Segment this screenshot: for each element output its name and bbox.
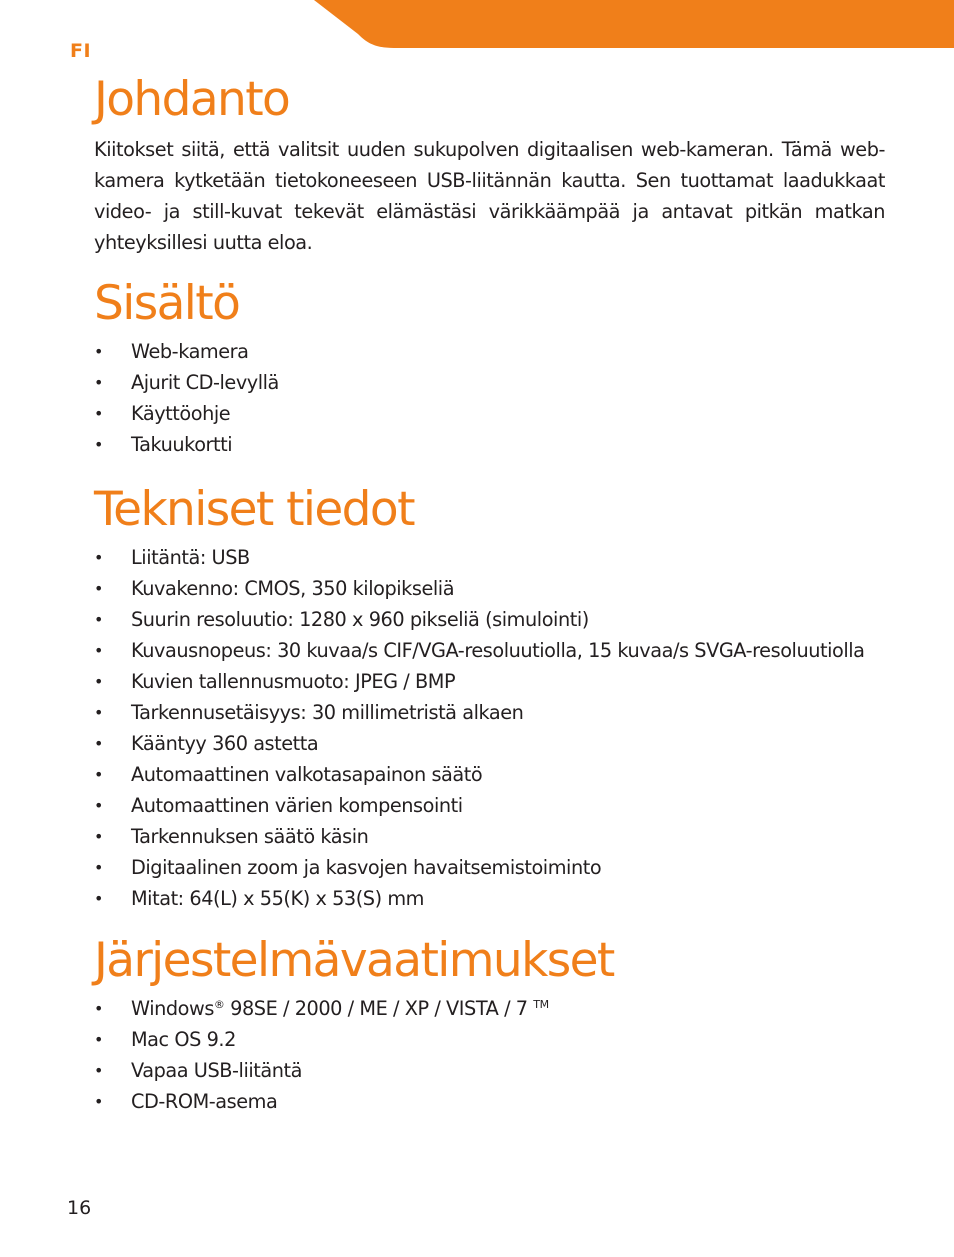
list-item-text: Mitat: 64(L) x 55(K) x 53(S) mm <box>131 887 424 910</box>
bullet-icon: • <box>94 342 103 361</box>
list-item <box>94 883 885 914</box>
list-item-text: Liitäntä: USB <box>131 546 250 569</box>
language-tag: FI <box>70 40 92 62</box>
list-item-text: CD-ROM-asema <box>131 1090 278 1113</box>
list-item <box>94 336 885 367</box>
trademark-mark: TM <box>533 998 549 1011</box>
list-item-text: Tarkennuksen säätö käsin <box>131 825 369 848</box>
bullet-icon: • <box>94 999 103 1018</box>
list-item-text: Ajurit CD-levyllä <box>131 371 279 394</box>
list-item-text: Web-kamera <box>131 340 249 363</box>
intro-paragraph: Kiitokset siitä, että valitsit uuden sukupolven digitaalisen web-kameran. Tämä web-kamera kytketään tietokoneeseen USB-liitännän kautta. Sen tuottamat laadukkaat video- ja still-kuvat tekevät elämästäsi värikkäämpää ja antavat pitkän matkan yhteyksillesi uutta eloa. <box>94 138 885 254</box>
specs-list <box>94 542 885 914</box>
page-content <box>94 70 885 1117</box>
list-item-text: Kääntyy 360 astetta <box>131 732 319 755</box>
list-item <box>94 635 885 666</box>
bullet-icon: • <box>94 641 103 660</box>
heading-specs: Tekniset tiedot <box>94 482 414 537</box>
bullet-icon: • <box>94 579 103 598</box>
list-item <box>94 666 885 697</box>
bullet-icon: • <box>94 858 103 877</box>
list-item-text: Vapaa USB-liitäntä <box>131 1059 302 1082</box>
bullet-icon: • <box>94 703 103 722</box>
bullet-icon: • <box>94 796 103 815</box>
section-requirements <box>94 931 885 1117</box>
heading-contents: Sisältö <box>94 276 240 331</box>
bullet-icon: • <box>94 1092 103 1111</box>
bullet-icon: • <box>94 827 103 846</box>
bullet-icon: • <box>94 672 103 691</box>
bullet-icon: • <box>94 765 103 784</box>
windows-versions: 98SE / 2000 / ME / XP / VISTA / 7 <box>224 997 534 1020</box>
list-item <box>94 790 885 821</box>
corner-tab-decoration <box>314 0 954 48</box>
list-item <box>94 1024 885 1055</box>
list-item <box>94 821 885 852</box>
list-item-text: Takuukortti <box>131 433 233 456</box>
section-specs <box>94 480 885 914</box>
list-item-text: Automaattinen värien kompensointi <box>131 794 463 817</box>
list-item <box>94 993 885 1024</box>
list-item-text: Tarkennusetäisyys: 30 millimetristä alkaen <box>131 701 524 724</box>
list-item-text: Automaattinen valkotasapainon säätö <box>131 763 483 786</box>
section-contents <box>94 274 885 460</box>
heading-requirements: Järjestelmävaatimukset <box>94 933 614 988</box>
list-item <box>94 1055 885 1086</box>
list-item <box>94 697 885 728</box>
windows-prefix: Windows <box>131 997 214 1020</box>
bullet-icon: • <box>94 610 103 629</box>
list-item <box>94 367 885 398</box>
page-number: 16 <box>67 1197 92 1219</box>
list-item <box>94 573 885 604</box>
registered-mark: ® <box>213 998 225 1011</box>
bullet-icon: • <box>94 404 103 423</box>
heading-intro: Johdanto <box>94 72 290 127</box>
list-item-text: Kuvien tallennusmuoto: JPEG / BMP <box>131 670 456 693</box>
list-item-text: Kuvausnopeus: 30 kuvaa/s CIF/VGA-resoluutiolla, 15 kuvaa/s SVGA-resoluutiolla <box>131 639 865 662</box>
list-item <box>94 398 885 429</box>
bullet-icon: • <box>94 373 103 392</box>
list-item-text: Kuvakenno: CMOS, 350 kilopikseliä <box>131 577 455 600</box>
list-item <box>94 542 885 573</box>
bullet-icon: • <box>94 889 103 908</box>
list-item-text: Mac OS 9.2 <box>131 1028 236 1051</box>
list-item <box>94 604 885 635</box>
list-item-text: Digitaalinen zoom ja kasvojen havaitsemistoiminto <box>131 856 602 879</box>
list-item <box>94 852 885 883</box>
bullet-icon: • <box>94 734 103 753</box>
bullet-icon: • <box>94 1061 103 1080</box>
list-item <box>94 429 885 460</box>
list-item <box>94 1086 885 1117</box>
bullet-icon: • <box>94 435 103 454</box>
list-item <box>94 759 885 790</box>
list-item-text: Suurin resoluutio: 1280 x 960 pikseliä (simulointi) <box>131 608 589 631</box>
list-item <box>94 728 885 759</box>
list-item-text: Käyttöohje <box>131 402 231 425</box>
contents-list <box>94 336 885 460</box>
bullet-icon: • <box>94 548 103 567</box>
requirements-list <box>94 993 885 1117</box>
bullet-icon: • <box>94 1030 103 1049</box>
section-intro <box>94 70 885 258</box>
